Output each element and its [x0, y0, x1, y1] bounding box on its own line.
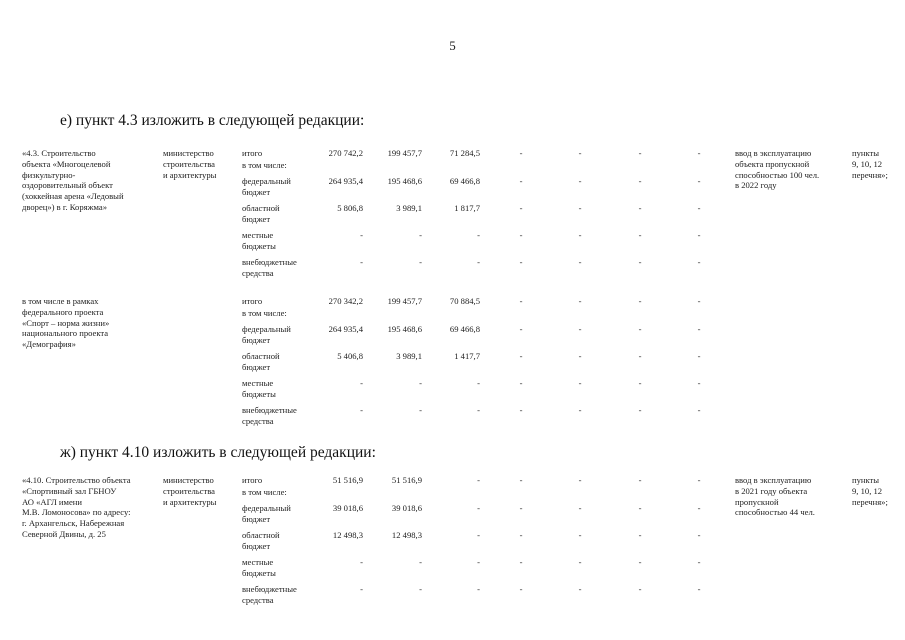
amount-cell: 195 468,6: [387, 176, 422, 186]
empty-year-cell: -: [519, 584, 523, 594]
measure-name: Северной Двины, д. 25: [22, 529, 106, 539]
empty-year-cell: -: [697, 503, 701, 513]
empty-year-cell: -: [519, 503, 523, 513]
empty-year-cell: -: [519, 351, 523, 361]
funding-source-label: бюджеты: [242, 240, 276, 251]
funding-source-label: в том числе:: [242, 487, 287, 497]
measure-name: (хоккейная арена «Ледовый: [22, 191, 124, 202]
empty-year-cell: -: [638, 230, 642, 240]
empty-year-cell: -: [578, 257, 582, 267]
empty-year-cell: -: [638, 378, 642, 388]
funding-source-label: областной: [242, 351, 280, 361]
funding-source-label: средства: [242, 594, 274, 605]
empty-year-cell: -: [578, 203, 582, 213]
page-number: 5: [449, 38, 456, 53]
amount-cell: -: [477, 584, 480, 594]
amount-cell: 5 806,8: [337, 203, 363, 213]
empty-year-cell: -: [697, 148, 701, 158]
funding-source-label: федеральный: [242, 324, 291, 334]
funding-source-label: бюджеты: [242, 388, 276, 399]
executor: строительства: [163, 485, 215, 496]
expected-result: в 2022 году: [735, 180, 777, 191]
empty-year-cell: -: [519, 257, 523, 267]
amount-cell: -: [419, 557, 422, 567]
measure-name: «4.10. Строительство объекта: [22, 475, 131, 485]
amount-cell: -: [477, 557, 480, 567]
measure-name: М.В. Ломоносова» по адресу:: [22, 507, 131, 518]
amount-cell: 270 342,2: [328, 296, 363, 306]
indicator-link: 9, 10, 12: [852, 485, 883, 496]
measure-name: объекта «Многоцелевой: [22, 158, 111, 169]
funding-source-label: средства: [242, 415, 274, 426]
indicator-link: 9, 10, 12: [852, 158, 883, 169]
amount-cell: 51 516,9: [391, 475, 422, 485]
empty-year-cell: -: [638, 176, 642, 186]
expected-result: способностью 100 чел.: [735, 169, 820, 180]
funding-source-label: итого: [242, 296, 263, 306]
amount-cell: 270 742,2: [328, 148, 363, 158]
amount-cell: -: [477, 475, 480, 485]
empty-year-cell: -: [519, 557, 523, 567]
measure-name: «Спортивный зал ГБНОУ: [22, 485, 117, 496]
executor: и архитектуры: [163, 169, 217, 180]
funding-source-label: областной: [242, 203, 280, 213]
funding-source-label: бюджет: [242, 540, 271, 551]
funding-source-label: федеральный: [242, 176, 291, 186]
funding-source-label: областной: [242, 530, 280, 540]
empty-year-cell: -: [697, 257, 701, 267]
funding-source-label: бюджет: [242, 361, 271, 372]
empty-year-cell: -: [578, 296, 582, 306]
executor: и архитектуры: [163, 496, 217, 507]
funding-source-label: бюджет: [242, 186, 271, 197]
amount-cell: -: [360, 584, 363, 594]
amount-cell: -: [419, 378, 422, 388]
funding-source-label: итого: [242, 475, 263, 485]
empty-year-cell: -: [697, 584, 701, 594]
empty-year-cell: -: [697, 296, 701, 306]
indicator-link: пункты: [852, 475, 880, 485]
section-heading: ж) пункт 4.10 изложить в следующей редакции:: [60, 444, 376, 461]
amount-cell: -: [419, 257, 422, 267]
amount-cell: 3 989,1: [396, 351, 422, 361]
measure-name: «Спорт – норма жизни»: [22, 317, 110, 328]
amount-cell: -: [477, 503, 480, 513]
amount-cell: 70 884,5: [449, 296, 480, 306]
measure-name: «Демография»: [22, 339, 76, 350]
empty-year-cell: -: [638, 503, 642, 513]
indicator-link: пункты: [852, 148, 880, 158]
funding-source-label: бюджет: [242, 213, 271, 224]
funding-source-label: средства: [242, 267, 274, 278]
amount-cell: 71 284,5: [449, 148, 480, 158]
measure-name: «4.3. Строительство: [22, 148, 96, 158]
expected-result: в 2021 году объекта: [735, 485, 808, 496]
empty-year-cell: -: [578, 324, 582, 334]
empty-year-cell: -: [578, 557, 582, 567]
measure-name: федерального проекта: [22, 306, 104, 317]
amount-cell: 12 498,3: [391, 530, 422, 540]
empty-year-cell: -: [697, 530, 701, 540]
expected-result: пропускной: [735, 496, 779, 507]
funding-source-label: бюджет: [242, 513, 271, 524]
amount-cell: -: [477, 530, 480, 540]
empty-year-cell: -: [519, 378, 523, 388]
indicator-link: перечня»;: [852, 169, 888, 180]
empty-year-cell: -: [638, 530, 642, 540]
amount-cell: -: [477, 257, 480, 267]
empty-year-cell: -: [519, 296, 523, 306]
empty-year-cell: -: [578, 503, 582, 513]
empty-year-cell: -: [638, 324, 642, 334]
empty-year-cell: -: [578, 475, 582, 485]
empty-year-cell: -: [697, 475, 701, 485]
empty-year-cell: -: [697, 176, 701, 186]
amount-cell: 51 516,9: [332, 475, 363, 485]
funding-source-label: в том числе:: [242, 160, 287, 170]
funding-source-label: внебюджетные: [242, 584, 297, 594]
empty-year-cell: -: [697, 378, 701, 388]
empty-year-cell: -: [697, 405, 701, 415]
empty-year-cell: -: [697, 351, 701, 361]
amount-cell: 69 466,8: [449, 324, 480, 334]
measure-name: физкультурно-: [22, 169, 76, 180]
amount-cell: 12 498,3: [332, 530, 363, 540]
amount-cell: 264 935,4: [328, 324, 363, 334]
empty-year-cell: -: [578, 176, 582, 186]
empty-year-cell: -: [578, 584, 582, 594]
empty-year-cell: -: [519, 530, 523, 540]
funding-source-label: местные: [242, 230, 274, 240]
expected-result: объекта пропускной: [735, 158, 810, 169]
amount-cell: 1 817,7: [454, 203, 480, 213]
executor: министерство: [163, 148, 214, 158]
measure-name: АО «АГЛ имени: [22, 496, 82, 507]
funding-source-label: итого: [242, 148, 263, 158]
measure-name: в том числе в рамках: [22, 296, 99, 306]
expected-result: ввод в эксплуатацию: [735, 148, 812, 158]
amount-cell: 1 417,7: [454, 351, 480, 361]
amount-cell: -: [477, 378, 480, 388]
empty-year-cell: -: [638, 557, 642, 567]
executor: строительства: [163, 158, 215, 169]
empty-year-cell: -: [519, 176, 523, 186]
empty-year-cell: -: [578, 405, 582, 415]
empty-year-cell: -: [697, 203, 701, 213]
empty-year-cell: -: [519, 324, 523, 334]
empty-year-cell: -: [519, 148, 523, 158]
section-heading: е) пункт 4.3 изложить в следующей редакции:: [60, 112, 365, 129]
funding-source-label: бюджет: [242, 334, 271, 345]
amount-cell: -: [360, 378, 363, 388]
measure-name: оздоровительный объект: [22, 180, 113, 191]
empty-year-cell: -: [638, 584, 642, 594]
amount-cell: 195 468,6: [387, 324, 422, 334]
executor: министерство: [163, 475, 214, 485]
measure-name: национального проекта: [22, 328, 109, 339]
empty-year-cell: -: [638, 148, 642, 158]
amount-cell: -: [477, 230, 480, 240]
empty-year-cell: -: [697, 230, 701, 240]
empty-year-cell: -: [578, 530, 582, 540]
empty-year-cell: -: [519, 475, 523, 485]
amount-cell: -: [360, 557, 363, 567]
empty-year-cell: -: [638, 296, 642, 306]
funding-source-label: внебюджетные: [242, 257, 297, 267]
amount-cell: 3 989,1: [396, 203, 422, 213]
empty-year-cell: -: [578, 230, 582, 240]
empty-year-cell: -: [638, 203, 642, 213]
amount-cell: 264 935,4: [328, 176, 363, 186]
amount-cell: -: [360, 230, 363, 240]
empty-year-cell: -: [578, 378, 582, 388]
empty-year-cell: -: [519, 405, 523, 415]
empty-year-cell: -: [638, 475, 642, 485]
funding-source-label: местные: [242, 557, 274, 567]
amount-cell: -: [360, 405, 363, 415]
amount-cell: -: [419, 230, 422, 240]
amount-cell: -: [477, 405, 480, 415]
empty-year-cell: -: [638, 405, 642, 415]
expected-result: ввод в эксплуатацию: [735, 475, 812, 485]
amount-cell: 39 018,6: [391, 503, 422, 513]
measure-name: дворец») в г. Коряжма»: [22, 202, 108, 212]
funding-source-label: в том числе:: [242, 308, 287, 318]
empty-year-cell: -: [519, 203, 523, 213]
amount-cell: -: [419, 405, 422, 415]
amount-cell: 199 457,7: [387, 148, 422, 158]
funding-source-label: федеральный: [242, 503, 291, 513]
empty-year-cell: -: [697, 324, 701, 334]
empty-year-cell: -: [519, 230, 523, 240]
indicator-link: перечня»;: [852, 496, 888, 507]
expected-result: способностью 44 чел.: [735, 507, 815, 518]
measure-name: г. Архангельск, Набережная: [22, 518, 125, 529]
amount-cell: 39 018,6: [332, 503, 363, 513]
amount-cell: 69 466,8: [449, 176, 480, 186]
empty-year-cell: -: [578, 351, 582, 361]
empty-year-cell: -: [638, 351, 642, 361]
amount-cell: 199 457,7: [387, 296, 422, 306]
funding-source-label: бюджеты: [242, 567, 276, 578]
funding-source-label: местные: [242, 378, 274, 388]
empty-year-cell: -: [638, 257, 642, 267]
amount-cell: -: [360, 257, 363, 267]
funding-source-label: внебюджетные: [242, 405, 297, 415]
empty-year-cell: -: [697, 557, 701, 567]
amount-cell: 5 406,8: [337, 351, 363, 361]
empty-year-cell: -: [578, 148, 582, 158]
amount-cell: -: [419, 584, 422, 594]
